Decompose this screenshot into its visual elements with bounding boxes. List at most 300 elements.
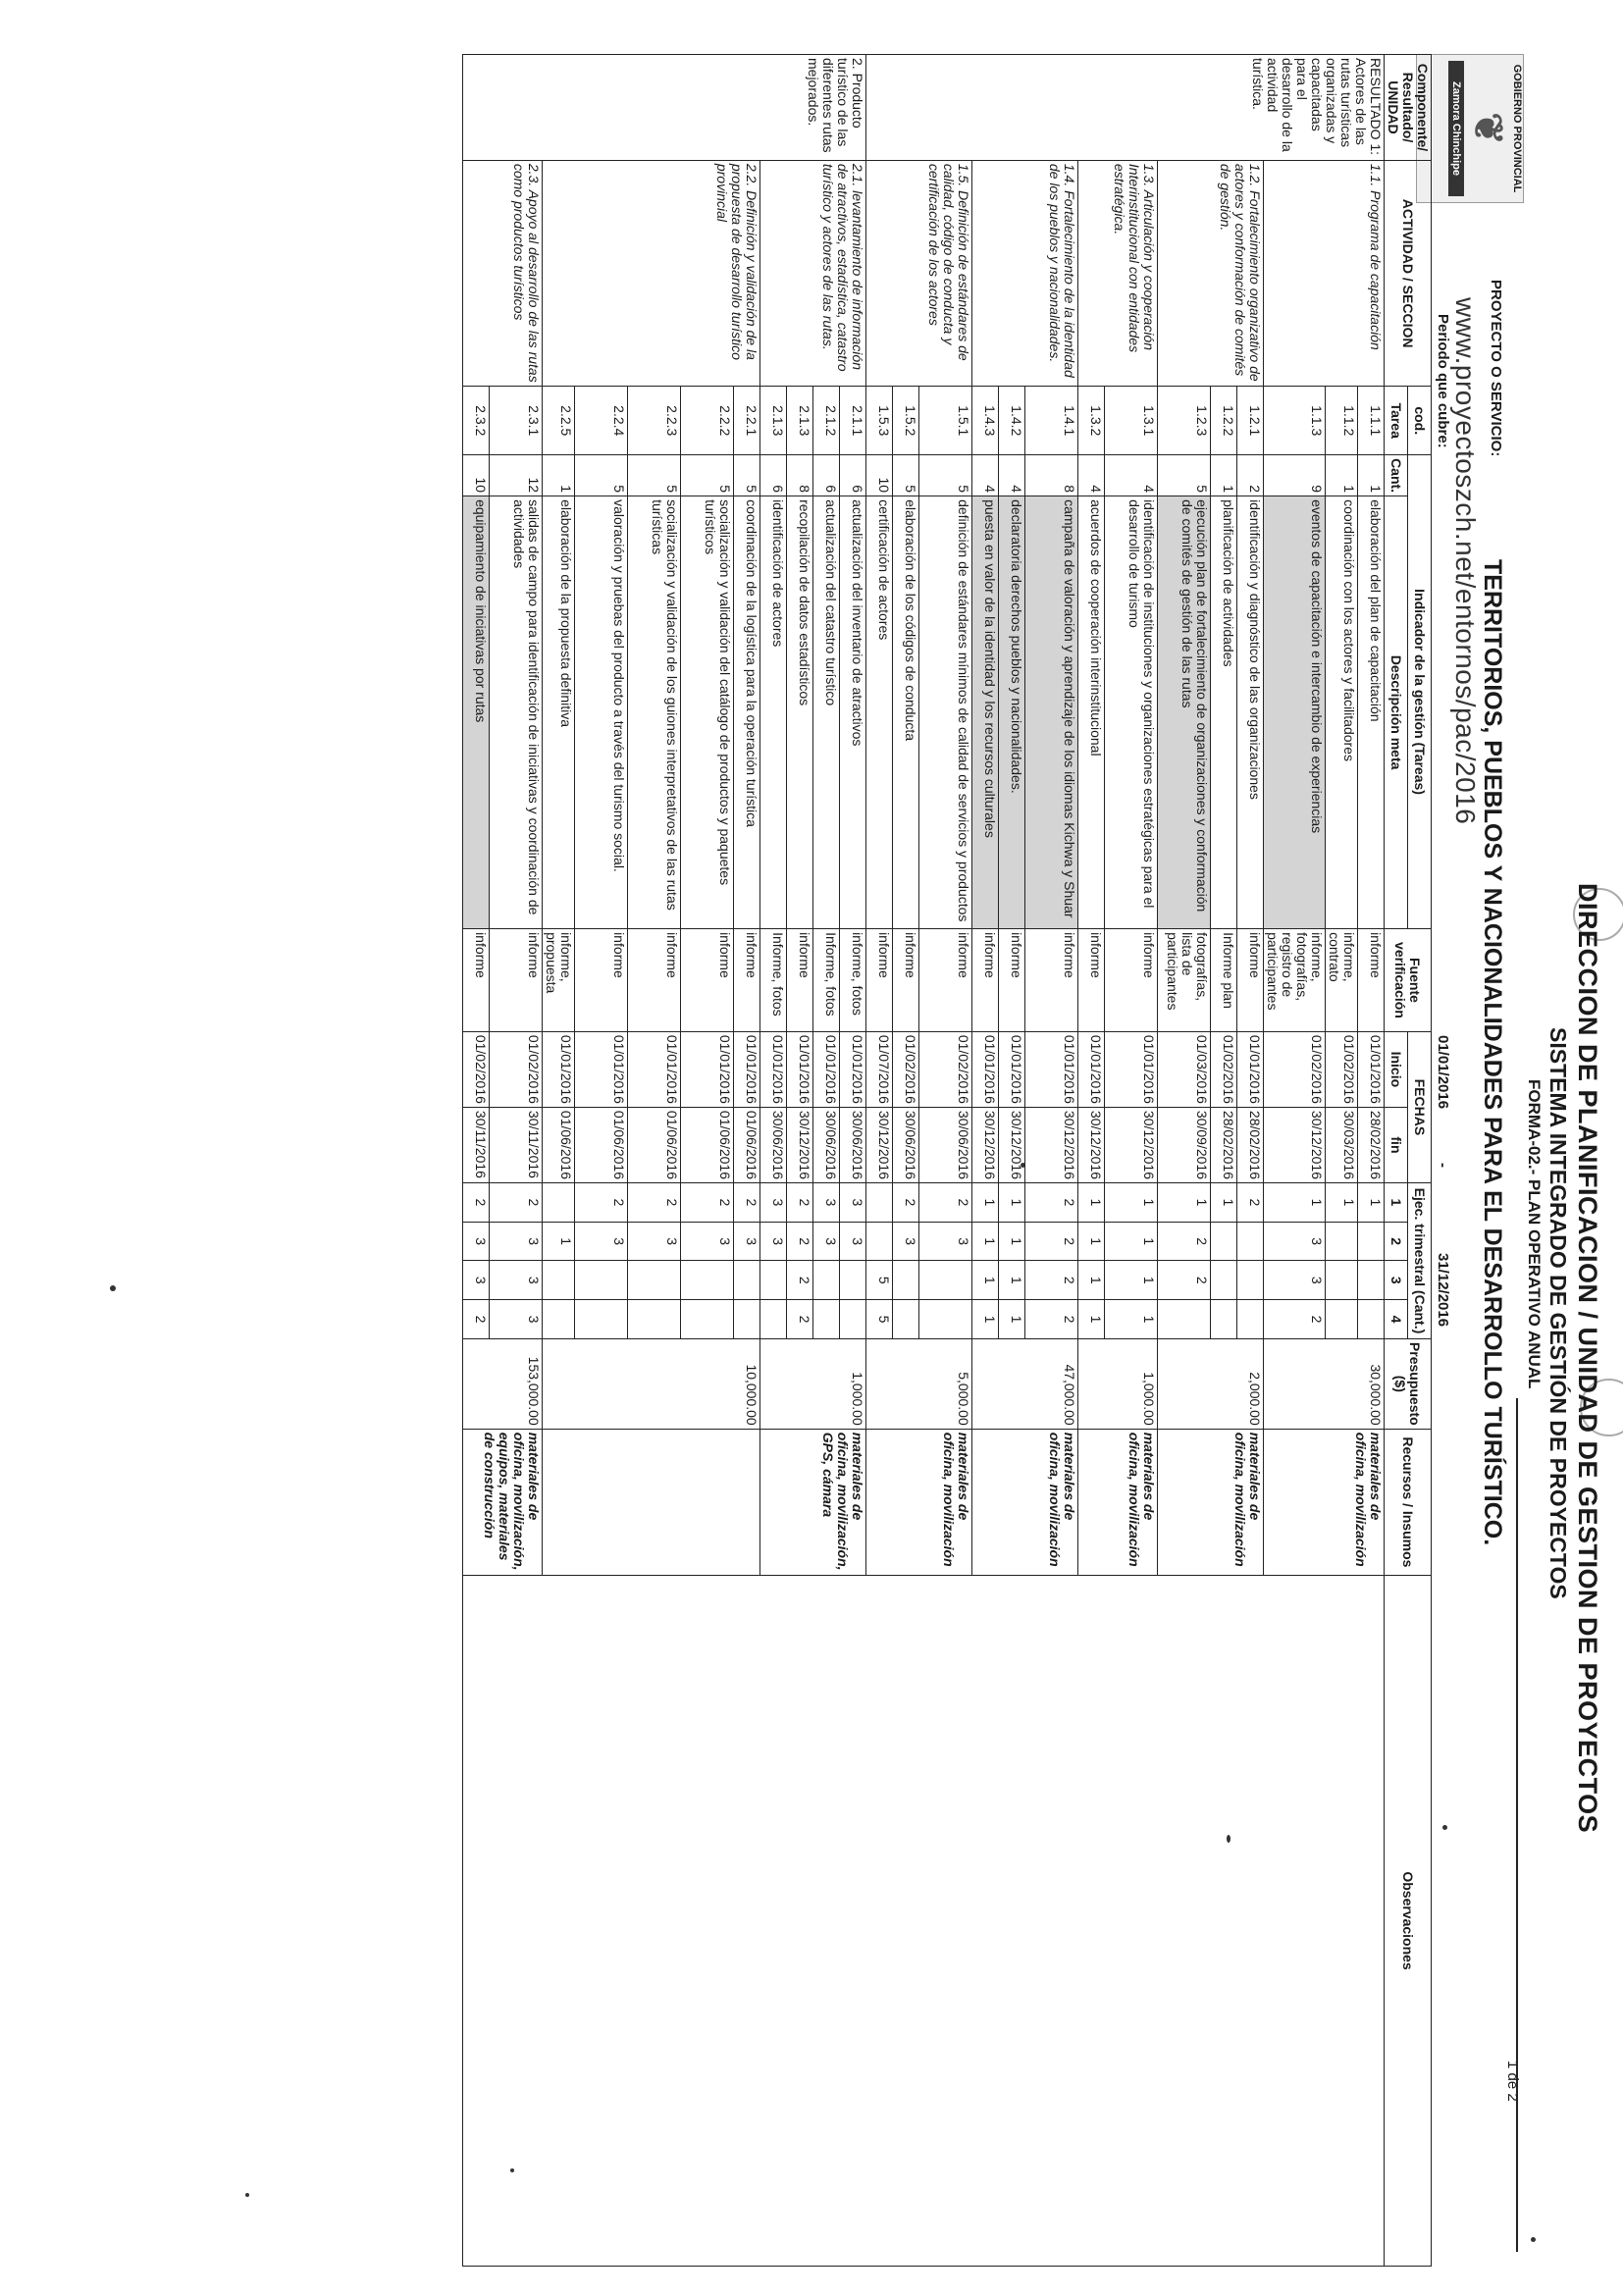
- task-q2-cell: 3: [490, 1222, 543, 1261]
- task-desc-cell: identificación de instituciones y organizaciones estratégicas para el desarrollo de turismo: [1105, 496, 1158, 929]
- observations-cell: [463, 1576, 1385, 2267]
- task-inicio-cell: 01/01/2016: [543, 1031, 575, 1107]
- task-q2-cell: [1326, 1222, 1358, 1261]
- resources-cell: materiales de oficina, movilización: [866, 1429, 972, 1575]
- task-fuente-cell: Informe plan: [1211, 929, 1237, 1032]
- task-inicio-cell: 01/02/2016: [919, 1031, 972, 1107]
- task-fin-cell: 30/06/2016: [893, 1107, 919, 1182]
- task-q3-cell: 2: [1025, 1261, 1078, 1300]
- budget-cell: 47,000.00: [972, 1338, 1078, 1429]
- task-desc-cell: identificación y diagnóstico de las organizaciones: [1237, 496, 1264, 929]
- task-inicio-cell: 01/01/2016: [1237, 1031, 1264, 1107]
- activity-cell: 1.5. Definición de estándares de calidad, código de conducta y certificación de los actores: [866, 160, 972, 387]
- task-desc-cell: socialización y validación de los guiones interpretativos de las rutas turísticas: [628, 496, 681, 929]
- task-fin-cell: 30/11/2016: [463, 1107, 490, 1182]
- resources-cell: materiales de oficina, movilización: [1078, 1429, 1158, 1575]
- task-q1-cell: 2: [919, 1182, 972, 1222]
- task-desc-cell: eventos de capacitación e intercambio de experiencias: [1264, 496, 1326, 929]
- task-q1-cell: 1: [1358, 1182, 1385, 1222]
- task-desc-cell: elaboración del plan de capacitación: [1358, 496, 1385, 929]
- task-cant-cell: 10: [463, 455, 490, 496]
- task-q2-cell: 3: [893, 1222, 919, 1261]
- task-code-cell: 1.1.1: [1358, 387, 1385, 455]
- task-q2-cell: 3: [760, 1222, 787, 1261]
- task-cant-cell: 5: [734, 455, 760, 496]
- task-fin-cell: 30/06/2016: [760, 1107, 787, 1182]
- task-q1-cell: 2: [893, 1182, 919, 1222]
- task-q3-cell: 5: [866, 1261, 893, 1300]
- activity-cell: 2.2. Definición y validación de la propuesta de desarrollo turístico provincial: [543, 160, 760, 387]
- task-inicio-cell: 01/01/2016: [575, 1031, 628, 1107]
- task-q3-cell: 3: [490, 1261, 543, 1300]
- task-q1-cell: 2: [734, 1182, 760, 1222]
- task-desc-cell: elaboración de los códigos de conducta: [893, 496, 919, 929]
- task-code-cell: 1.4.2: [999, 387, 1025, 455]
- task-q4-cell: [628, 1300, 681, 1339]
- task-q3-cell: [575, 1261, 628, 1300]
- poa-table-body: [463, 55, 1385, 2267]
- task-desc-cell: campaña de valoración y aprendizaje de los idiomas Kichwa y Shuar: [1025, 496, 1078, 929]
- budget-cell: 2,000.00: [1158, 1338, 1264, 1429]
- task-q4-cell: [1237, 1300, 1264, 1339]
- col-header-fechas: FECHAS: [1408, 1031, 1432, 1182]
- task-cant-cell: 12: [490, 455, 543, 496]
- task-cant-cell: 6: [840, 455, 866, 496]
- task-fuente-cell: informe: [734, 929, 760, 1032]
- resources-cell: materiales de oficina, movilización: [1264, 1429, 1385, 1575]
- task-q2-cell: 3: [681, 1222, 734, 1261]
- col-header-fuente: Fuente verificación: [1385, 929, 1432, 1032]
- task-q3-cell: [919, 1261, 972, 1300]
- task-cant-cell: 1: [543, 455, 575, 496]
- task-fin-cell: 01/06/2016: [628, 1107, 681, 1182]
- task-cant-cell: 6: [813, 455, 840, 496]
- task-desc-cell: ejecución plan de fortalecimiento de organizaciones y conformación de comités de gestión de las rutas: [1158, 496, 1211, 929]
- task-cant-cell: 1: [1326, 455, 1358, 496]
- task-q1-cell: 2: [575, 1182, 628, 1222]
- task-inicio-cell: 01/02/2016: [463, 1031, 490, 1107]
- task-q3-cell: 1: [1105, 1261, 1158, 1300]
- col-header-q3: 3: [1385, 1261, 1408, 1300]
- task-q4-cell: [1326, 1300, 1358, 1339]
- watermark-url: www.proyectoszch.net/entornos/pac/2016: [1450, 297, 1481, 825]
- task-fin-cell: 30/06/2016: [919, 1107, 972, 1182]
- task-fin-cell: 30/12/2016: [787, 1107, 813, 1182]
- task-q3-cell: [1326, 1261, 1358, 1300]
- task-q4-cell: 2: [463, 1300, 490, 1339]
- task-q3-cell: [628, 1261, 681, 1300]
- task-q2-cell: 2: [787, 1222, 813, 1261]
- task-fuente-cell: informe: [681, 929, 734, 1032]
- task-desc-cell: elaboración de la propuesta definitiva: [543, 496, 575, 929]
- task-q1-cell: 3: [813, 1182, 840, 1222]
- task-fuente-cell: informe: [1358, 929, 1385, 1032]
- task-desc-cell: planificación de actividades: [1211, 496, 1237, 929]
- task-inicio-cell: 01/01/2016: [1105, 1031, 1158, 1107]
- task-q1-cell: 1: [1105, 1182, 1158, 1222]
- task-q3-cell: 1: [1078, 1261, 1105, 1300]
- task-code-cell: 2.2.5: [543, 387, 575, 455]
- activity-cell: 1.1. Programa de capacitación: [1264, 160, 1385, 387]
- task-q1-cell: 2: [1025, 1182, 1078, 1222]
- col-header-fin: fin: [1385, 1107, 1408, 1182]
- resources-cell: materiales de oficina, movilización: [972, 1429, 1078, 1575]
- task-cant-cell: 5: [628, 455, 681, 496]
- task-q3-cell: [1237, 1261, 1264, 1300]
- task-fin-cell: 01/06/2016: [543, 1107, 575, 1182]
- task-desc-cell: coordinación con los actores y facilitadores: [1326, 496, 1358, 929]
- task-fin-cell: 01/06/2016: [734, 1107, 760, 1182]
- task-q3-cell: [893, 1261, 919, 1300]
- task-desc-cell: salidas de campo para identificación de iniciativas y coordinación de actividades: [490, 496, 543, 929]
- task-fuente-cell: informe: [1078, 929, 1105, 1032]
- task-inicio-cell: 01/01/2016: [1025, 1031, 1078, 1107]
- col-header-observaciones: Observaciones: [1385, 1576, 1432, 2267]
- task-q4-cell: [734, 1300, 760, 1339]
- task-inicio-cell: 01/01/2016: [1078, 1031, 1105, 1107]
- task-desc-cell: puesta en valor de la identidad y los recursos culturales: [972, 496, 999, 929]
- task-fuente-cell: informe, contrato: [1326, 929, 1358, 1032]
- task-fuente-cell: informe: [1105, 929, 1158, 1032]
- task-q2-cell: 3: [463, 1222, 490, 1261]
- task-fuente-cell: informe: [628, 929, 681, 1032]
- task-q1-cell: 1: [999, 1182, 1025, 1222]
- task-q1-cell: 2: [628, 1182, 681, 1222]
- task-cant-cell: 4: [1078, 455, 1105, 496]
- task-fin-cell: 30/12/2016: [1078, 1107, 1105, 1182]
- task-cant-cell: 8: [787, 455, 813, 496]
- task-inicio-cell: 01/01/2016: [787, 1031, 813, 1107]
- resources-cell: materiales de oficina, movilización, GPS, cámara: [760, 1429, 866, 1575]
- task-desc-cell: coordinación de la logística para la operación turística: [734, 496, 760, 929]
- activity-cell: 1.4. Fortalecimiento de la identidad de los pueblos y nacionalidades.: [972, 160, 1078, 387]
- table-row: [1358, 55, 1385, 2267]
- task-fin-cell: 28/02/2016: [1237, 1107, 1264, 1182]
- task-cant-cell: 4: [999, 455, 1025, 496]
- budget-cell: 153,000.00: [463, 1338, 543, 1429]
- task-desc-cell: equipamiento de iniciativas por rutas: [463, 496, 490, 929]
- task-fin-cell: 30/06/2016: [813, 1107, 840, 1182]
- period-end: 31/12/2016: [1435, 1253, 1451, 1328]
- task-q2-cell: 3: [575, 1222, 628, 1261]
- task-inicio-cell: 01/01/2016: [681, 1031, 734, 1107]
- task-inicio-cell: 01/01/2016: [972, 1031, 999, 1107]
- task-fin-cell: 30/12/2016: [1025, 1107, 1078, 1182]
- task-cant-cell: 5: [919, 455, 972, 496]
- task-desc-cell: recopilación de datos estadísticos: [787, 496, 813, 929]
- task-fuente-cell: informe: [1025, 929, 1078, 1032]
- task-desc-cell: acuerdos de cooperación interinstitucional: [1078, 496, 1105, 929]
- scan-speck: [110, 1285, 116, 1291]
- task-q2-cell: 2: [1158, 1222, 1211, 1261]
- task-code-cell: 1.1.3: [1264, 387, 1326, 455]
- header-rule: [1516, 1398, 1518, 2252]
- doc-form-title: FORMA-02.- PLAN OPERATIVO ANUAL: [1525, 1079, 1544, 1389]
- col-header-component: Componente/ Resultado/ UNIDAD: [1385, 55, 1432, 161]
- task-inicio-cell: 01/02/2016: [893, 1031, 919, 1107]
- task-q3-cell: [760, 1261, 787, 1300]
- activity-cell: 1.3. Articulación y cooperación Interinstitucional con entidades estratégica.: [1078, 160, 1158, 387]
- task-fuente-cell: informe: [919, 929, 972, 1032]
- task-desc-cell: actualización del catastro turístico: [813, 496, 840, 929]
- task-desc-cell: identificación de actores: [760, 496, 787, 929]
- task-q4-cell: [1358, 1300, 1385, 1339]
- task-q2-cell: 3: [734, 1222, 760, 1261]
- task-inicio-cell: 01/03/2016: [1158, 1031, 1211, 1107]
- task-q2-cell: 1: [1078, 1222, 1105, 1261]
- task-q3-cell: [813, 1261, 840, 1300]
- task-inicio-cell: 01/02/2016: [1211, 1031, 1237, 1107]
- logo-emblem-icon: ❦: [1466, 112, 1509, 145]
- task-q4-cell: [840, 1300, 866, 1339]
- task-q2-cell: 3: [1264, 1222, 1326, 1261]
- task-fin-cell: 30/09/2016: [1158, 1107, 1211, 1182]
- task-q4-cell: [760, 1300, 787, 1339]
- task-inicio-cell: 01/02/2016: [1264, 1031, 1326, 1107]
- task-code-cell: 2.1.1: [840, 387, 866, 455]
- task-code-cell: 1.5.1: [919, 387, 972, 455]
- task-q3-cell: 2: [1158, 1261, 1211, 1300]
- col-header-cant: Cant.: [1385, 455, 1408, 496]
- col-header-activity: ACTIVIDAD / SECCION: [1385, 160, 1432, 387]
- task-cant-cell: 1: [1358, 455, 1385, 496]
- task-fuente-cell: informe, propuesta: [543, 929, 575, 1032]
- task-fuente-cell: informe, fotos: [840, 929, 866, 1032]
- task-fuente-cell: Informe, fotos: [813, 929, 840, 1032]
- period-start: 01/01/2016: [1435, 1035, 1451, 1110]
- task-cant-cell: 8: [1025, 455, 1078, 496]
- task-q3-cell: [1211, 1261, 1237, 1300]
- task-q1-cell: 2: [1237, 1182, 1264, 1222]
- task-code-cell: 2.2.3: [628, 387, 681, 455]
- task-q2-cell: [1237, 1222, 1264, 1261]
- task-q1-cell: 2: [490, 1182, 543, 1222]
- task-fuente-cell: informe: [1237, 929, 1264, 1032]
- task-q4-cell: 5: [866, 1300, 893, 1339]
- task-fin-cell: 30/12/2016: [972, 1107, 999, 1182]
- task-q4-cell: 2: [1025, 1300, 1078, 1339]
- task-q2-cell: 3: [813, 1222, 840, 1261]
- task-fuente-cell: informe: [999, 929, 1025, 1032]
- task-fuente-cell: informe: [575, 929, 628, 1032]
- col-header-indicator: Indicador de la gestión (Tareas): [1408, 455, 1432, 929]
- task-code-cell: 2.3.1: [490, 387, 543, 455]
- task-desc-cell: socialización y validación del catálogo de productos y paquetes turísticos: [681, 496, 734, 929]
- task-code-cell: 1.5.2: [893, 387, 919, 455]
- provincial-logo: GOBIERNO PROVINCIAL ❦ Zamora Chinchipe: [1416, 54, 1524, 203]
- task-cant-cell: 2: [1237, 455, 1264, 496]
- task-q3-cell: [543, 1261, 575, 1300]
- col-header-recursos: Recursos / Insumos: [1385, 1429, 1432, 1575]
- task-q4-cell: [575, 1300, 628, 1339]
- task-q4-cell: [1211, 1300, 1237, 1339]
- rotated-document: [219, 54, 1602, 2267]
- task-q1-cell: [543, 1182, 575, 1222]
- col-header-desc: Descripción meta: [1385, 496, 1408, 929]
- task-q2-cell: [1358, 1222, 1385, 1261]
- task-q1-cell: 2: [463, 1182, 490, 1222]
- task-fuente-cell: Informe, fotos: [760, 929, 787, 1032]
- task-q3-cell: [681, 1261, 734, 1300]
- col-header-inicio: Inicio: [1385, 1031, 1408, 1107]
- task-q4-cell: 3: [490, 1300, 543, 1339]
- task-desc-cell: valoración y pruebas del producto a través del turismo social.: [575, 496, 628, 929]
- task-q1-cell: 2: [681, 1182, 734, 1222]
- task-q1-cell: 1: [1326, 1182, 1358, 1222]
- task-inicio-cell: 01/02/2016: [1326, 1031, 1358, 1107]
- task-q1-cell: 1: [1078, 1182, 1105, 1222]
- task-code-cell: 1.2.3: [1158, 387, 1211, 455]
- task-q1-cell: 1: [1264, 1182, 1326, 1222]
- component-cell: 2. Producto turístico de las diferentes rutas mejorados.: [463, 55, 866, 161]
- task-desc-cell: definición de estándares mínimos de calidad de servicios y productos: [919, 496, 972, 929]
- task-fin-cell: 28/02/2016: [1358, 1107, 1385, 1182]
- task-q2-cell: 3: [840, 1222, 866, 1261]
- task-q4-cell: 2: [787, 1300, 813, 1339]
- component-cell: RESULTADO 1: Actores de las rutas turísticas organizadas y capacitadas para el desarrollo de la actividad turística.: [866, 55, 1385, 161]
- task-fuente-cell: informe: [787, 929, 813, 1032]
- task-q2-cell: [866, 1222, 893, 1261]
- task-cant-cell: 5: [575, 455, 628, 496]
- task-q2-cell: 2: [1025, 1222, 1078, 1261]
- col-header-q1: 1: [1385, 1182, 1408, 1222]
- task-q4-cell: [543, 1300, 575, 1339]
- task-fuente-cell: informe: [866, 929, 893, 1032]
- task-q1-cell: 1: [972, 1182, 999, 1222]
- budget-cell: 30,000.00: [1264, 1338, 1385, 1429]
- task-fuente-cell: informe: [972, 929, 999, 1032]
- budget-cell: 1,000.00: [760, 1338, 866, 1429]
- task-q2-cell: 3: [919, 1222, 972, 1261]
- task-fin-cell: 28/02/2016: [1211, 1107, 1237, 1182]
- task-inicio-cell: 01/01/2016: [999, 1031, 1025, 1107]
- task-fin-cell: 30/12/2016: [1105, 1107, 1158, 1182]
- task-q4-cell: 1: [999, 1300, 1025, 1339]
- task-code-cell: 1.4.3: [972, 387, 999, 455]
- budget-cell: 1,000.00: [1078, 1338, 1158, 1429]
- task-fin-cell: 30/03/2016: [1326, 1107, 1358, 1182]
- task-fuente-cell: informe, fotografías, registro de participantes: [1264, 929, 1326, 1032]
- task-q4-cell: 1: [1105, 1300, 1158, 1339]
- task-code-cell: 2.2.2: [681, 387, 734, 455]
- task-cant-cell: 4: [972, 455, 999, 496]
- task-q3-cell: [734, 1261, 760, 1300]
- task-cant-cell: 6: [760, 455, 787, 496]
- resources-cell: materiales de oficina, movilización: [1158, 1429, 1264, 1575]
- task-code-cell: 1.3.1: [1105, 387, 1158, 455]
- task-inicio-cell: 01/01/2016: [760, 1031, 787, 1107]
- task-q1-cell: [866, 1182, 893, 1222]
- page-number: 1 de 2: [1504, 2061, 1521, 2102]
- resources-cell: materiales de oficina, movilización, equipos, materiales de construcción: [463, 1429, 543, 1575]
- task-q3-cell: 3: [1264, 1261, 1326, 1300]
- task-q2-cell: 1: [1105, 1222, 1158, 1261]
- resources-cell: [543, 1429, 760, 1575]
- task-code-cell: 1.4.1: [1025, 387, 1078, 455]
- task-desc-cell: actualización del inventario de atractivos: [840, 496, 866, 929]
- col-header-cod: cod.: [1408, 387, 1432, 455]
- col-header-ejec: Ejec. trimestral (Cant.): [1408, 1182, 1432, 1338]
- task-cant-cell: 5: [681, 455, 734, 496]
- task-q1-cell: 3: [840, 1182, 866, 1222]
- task-q2-cell: 1: [543, 1222, 575, 1261]
- task-cant-cell: 10: [866, 455, 893, 496]
- task-fin-cell: 30/12/2016: [1264, 1107, 1326, 1182]
- period-label: Periodo que cubre:: [1435, 314, 1451, 448]
- task-q3-cell: 1: [999, 1261, 1025, 1300]
- task-fin-cell: 30/11/2016: [490, 1107, 543, 1182]
- task-code-cell: 1.2.2: [1211, 387, 1237, 455]
- task-cant-cell: 9: [1264, 455, 1326, 496]
- task-inicio-cell: 01/01/2016: [628, 1031, 681, 1107]
- task-fin-cell: 30/06/2016: [840, 1107, 866, 1182]
- task-q1-cell: 3: [760, 1182, 787, 1222]
- task-q1-cell: 2: [787, 1182, 813, 1222]
- task-q3-cell: [840, 1261, 866, 1300]
- task-fin-cell: 30/12/2016: [999, 1107, 1025, 1182]
- task-fin-cell: 01/06/2016: [681, 1107, 734, 1182]
- task-fuente-cell: informe: [463, 929, 490, 1032]
- doc-system-title: SISTEMA INTEGRADO DE GESTIÓN DE PROYECTOS: [1545, 1027, 1571, 1599]
- task-fuente-cell: informe: [490, 929, 543, 1032]
- task-q4-cell: 2: [1264, 1300, 1326, 1339]
- task-inicio-cell: 01/01/2016: [840, 1031, 866, 1107]
- task-q1-cell: 1: [1211, 1182, 1237, 1222]
- task-q3-cell: 1: [972, 1261, 999, 1300]
- doc-title: DIRECCION DE PLANIFICACION / UNIDAD DE GESTION DE PROYECTOS: [1573, 883, 1602, 1834]
- task-fuente-cell: informe: [893, 929, 919, 1032]
- task-fin-cell: 01/06/2016: [575, 1107, 628, 1182]
- task-code-cell: 2.1.3: [760, 387, 787, 455]
- task-q3-cell: 3: [463, 1261, 490, 1300]
- project-label: PROYECTO O SERVICIO:: [1488, 280, 1504, 457]
- task-q4-cell: 1: [1078, 1300, 1105, 1339]
- task-q2-cell: [1211, 1222, 1237, 1261]
- task-cant-cell: 5: [893, 455, 919, 496]
- task-cant-cell: 5: [1158, 455, 1211, 496]
- task-inicio-cell: 01/01/2016: [813, 1031, 840, 1107]
- task-code-cell: 1.2.1: [1237, 387, 1264, 455]
- task-code-cell: 1.1.2: [1326, 387, 1358, 455]
- task-q3-cell: [1358, 1261, 1385, 1300]
- task-q4-cell: 1: [972, 1300, 999, 1339]
- task-code-cell: 2.2.1: [734, 387, 760, 455]
- task-cant-cell: 4: [1105, 455, 1158, 496]
- task-q4-cell: [1158, 1300, 1211, 1339]
- task-q2-cell: 1: [999, 1222, 1025, 1261]
- budget-cell: 5,000.00: [866, 1338, 972, 1429]
- budget-cell: 10,000.00: [543, 1338, 760, 1429]
- task-fin-cell: 30/12/2016: [866, 1107, 893, 1182]
- task-inicio-cell: 01/01/2016: [734, 1031, 760, 1107]
- task-code-cell: 2.1.2: [813, 387, 840, 455]
- project-name: TERRITORIOS, PUEBLOS Y NACIONALIDADES PARA EL DESARROLLO TURÍSTICO.: [1479, 559, 1506, 1546]
- task-code-cell: 2.1.3: [787, 387, 813, 455]
- task-desc-cell: declaratoria derechos pueblos y nacionalidades.: [999, 496, 1025, 929]
- task-code-cell: 2.2.4: [575, 387, 628, 455]
- task-inicio-cell: 01/07/2016: [866, 1031, 893, 1107]
- task-code-cell: 1.5.3: [866, 387, 893, 455]
- task-cant-cell: 1: [1211, 455, 1237, 496]
- task-desc-cell: certificación de actores: [866, 496, 893, 929]
- activity-cell: 2.3. Apoyo al desarrollo de las rutas como productos turísticos: [463, 160, 543, 387]
- task-q4-cell: [919, 1300, 972, 1339]
- task-code-cell: 2.3.2: [463, 387, 490, 455]
- col-header-q2: 2: [1385, 1222, 1408, 1261]
- task-fuente-cell: fotografías, lista de participantes: [1158, 929, 1211, 1032]
- task-q4-cell: [893, 1300, 919, 1339]
- task-q1-cell: 1: [1158, 1182, 1211, 1222]
